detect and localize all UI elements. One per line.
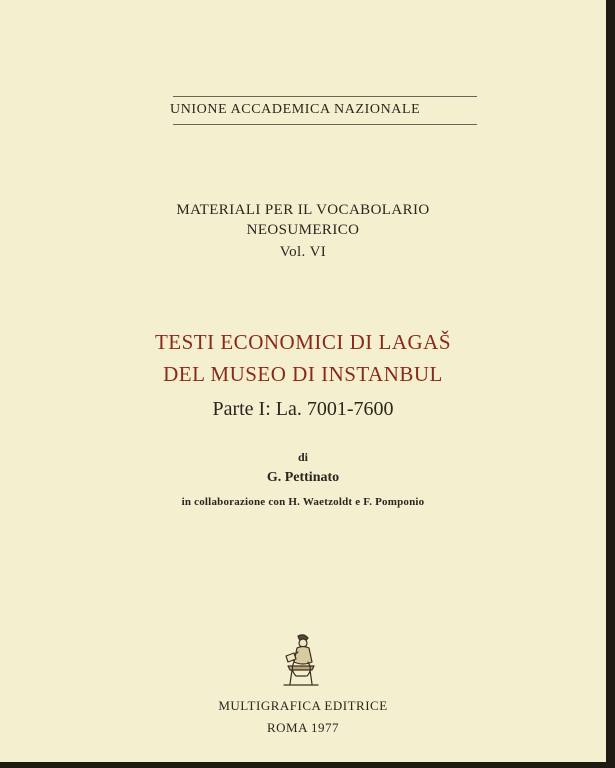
author-name: G. Pettinato bbox=[266, 470, 340, 485]
part-subtitle: Parte I: La. 7001-7600 bbox=[212, 398, 394, 420]
series-rule-top bbox=[173, 96, 477, 97]
collection-title-line-2: NEOSUMERICO bbox=[246, 222, 360, 238]
scan-edge-right bbox=[606, 0, 615, 768]
volume-number: Vol. VI bbox=[279, 244, 327, 260]
seated-scholar-emblem-icon bbox=[278, 632, 324, 688]
scan-edge-bottom bbox=[0, 762, 615, 768]
book-title-line-2: DEL MUSEO DI INSTANBUL bbox=[163, 362, 443, 386]
series-name: UNIONE ACCADEMICA NAZIONALE bbox=[170, 102, 421, 117]
collection-title-line-1: MATERIALI PER IL VOCABOLARIO bbox=[176, 202, 430, 218]
collaboration-credit: in collaborazione con H. Waetzoldt e F. Pomponio bbox=[181, 496, 425, 508]
book-title-line-1: TESTI ECONOMICI DI LAGAŠ bbox=[154, 330, 452, 354]
place-and-year: ROMA 1977 bbox=[266, 720, 340, 735]
by-label: di bbox=[297, 450, 308, 464]
publisher-name: MULTIGRAFICA EDITRICE bbox=[218, 698, 388, 713]
series-rule-bottom bbox=[173, 124, 477, 125]
